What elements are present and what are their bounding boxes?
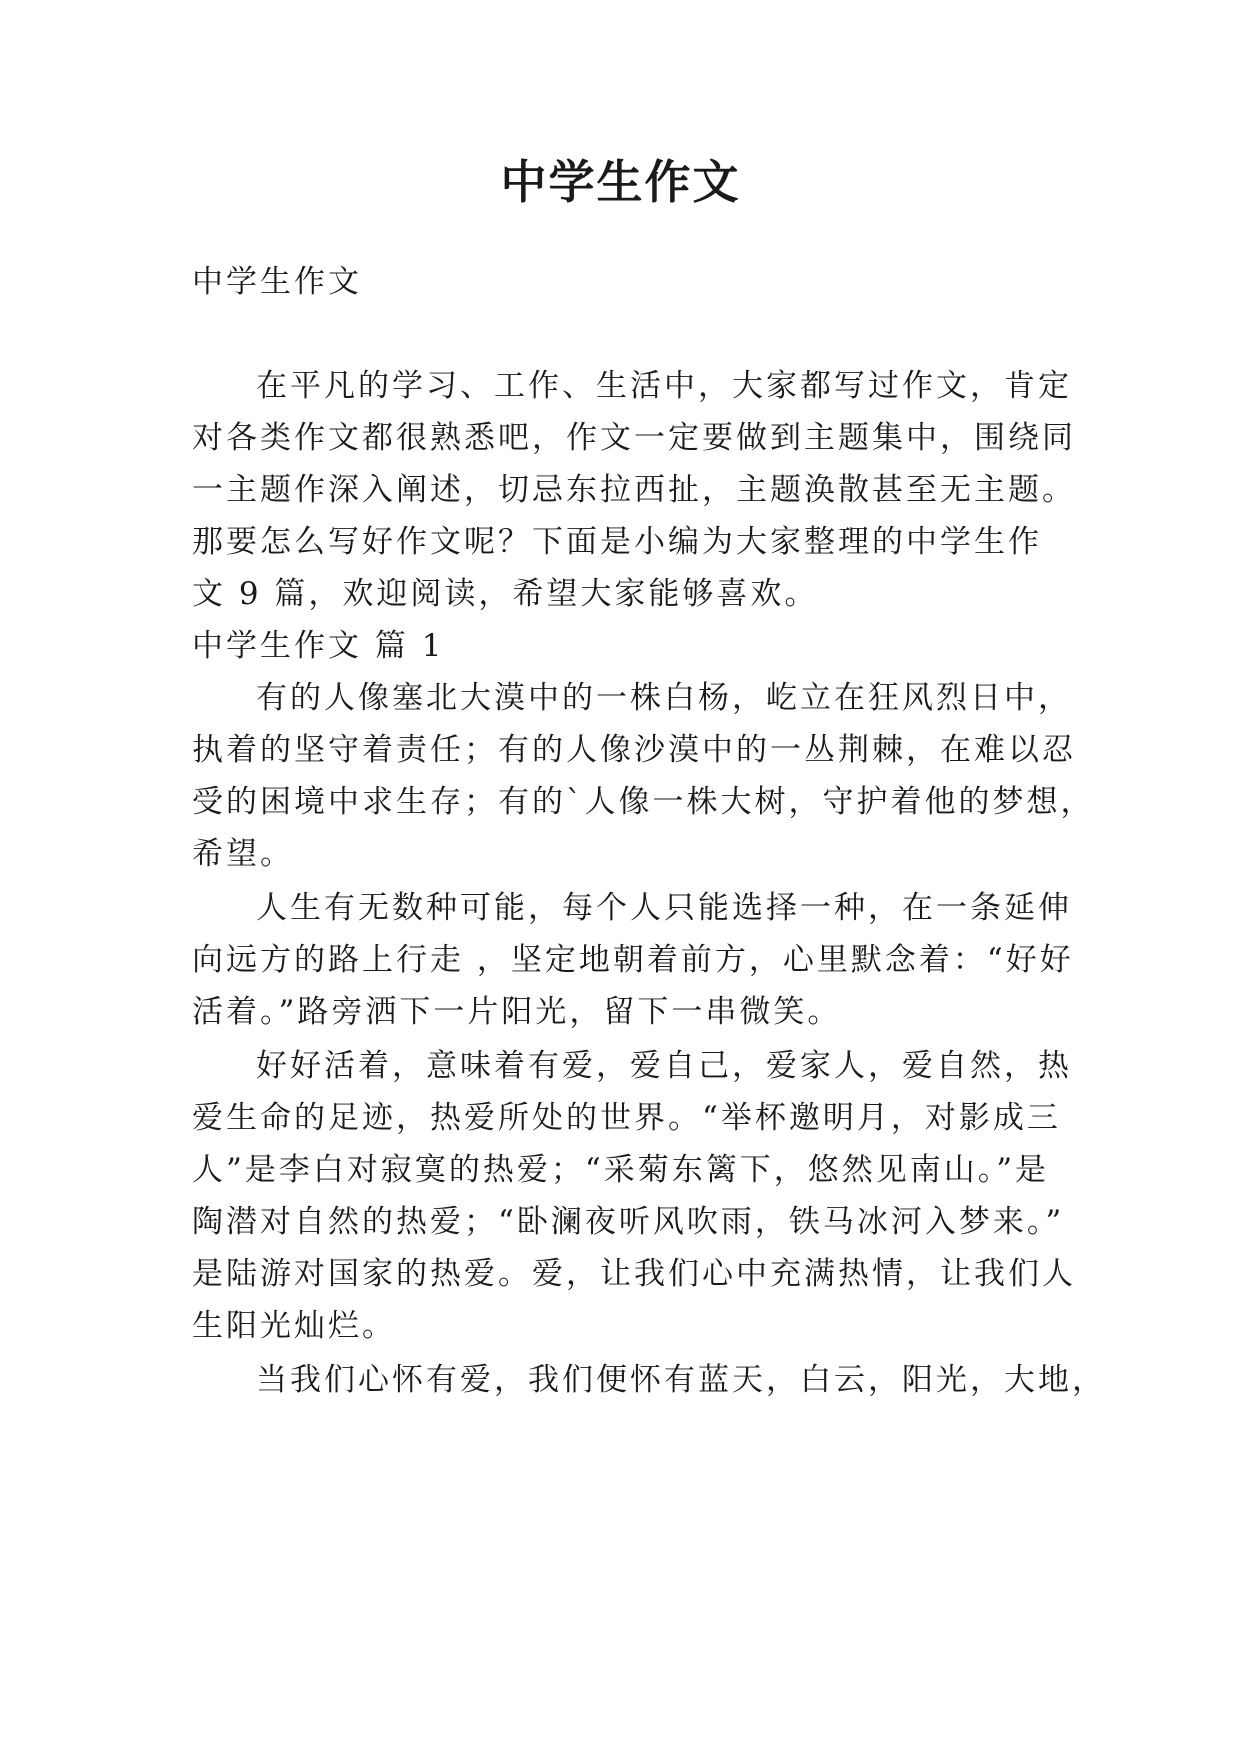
intro-line: 一主题作深入阐述，切忌东拉西扯，主题涣散甚至无主题。 (192, 472, 1076, 508)
paragraph-line: 向远方的路上行走 ，坚定地朝着前方，心里默念着：“好好 (192, 942, 1074, 978)
paragraph-line: 活着。”路旁洒下一片阳光，留下一串微笑。 (192, 994, 842, 1030)
intro-line: 那要怎么写好作文呢？下面是小编为大家整理的中学生作 (192, 524, 1042, 560)
paragraph-line: 执着的坚守着责任；有的人像沙漠中的一丛荆棘，在难以忍 (192, 732, 1076, 768)
paragraph-line: 受的困境中求生存；有的`人像一株大树，守护着他的梦想， (192, 784, 1095, 820)
paragraph-line: 人生有无数种可能，每个人只能选择一种，在一条延伸 (256, 890, 1072, 926)
intro-line: 对各类作文都很熟悉吧，作文一定要做到主题集中，围绕同 (192, 420, 1076, 456)
paragraph-line: 陶潜对自然的热爱；“卧澜夜听风吹雨，铁马冰河入梦来。” (192, 1204, 1065, 1240)
section-heading: 中学生作文 篇 1 (192, 628, 445, 664)
paragraph-line: 爱生命的足迹，热爱所处的世界。“举杯邀明月，对影成三 (192, 1100, 1061, 1136)
paragraph-line: 希望。 (192, 836, 294, 872)
document-subtitle: 中学生作文 (192, 264, 362, 300)
paragraph-line: 当我们心怀有爱，我们便怀有蓝天，白云，阳光，大地， (256, 1362, 1106, 1398)
paragraph-line: 有的人像塞北大漠中的一株白杨，屹立在狂风烈日中， (256, 680, 1072, 716)
paragraph-line: 人”是李白对寂寞的热爱；“采菊东篱下，悠然见南山。”是 (192, 1152, 1050, 1188)
intro-line: 在平凡的学习、工作、生活中，大家都写过作文，肯定 (256, 368, 1072, 404)
paragraph-line: 好好活着，意味着有爱，爱自己，爱家人，爱自然，热 (256, 1048, 1072, 1084)
paragraph-line: 是陆游对国家的热爱。爱，让我们心中充满热情，让我们人 (192, 1256, 1076, 1292)
document-title: 中学生作文 (500, 155, 741, 209)
paragraph-line: 生阳光灿烂。 (192, 1308, 396, 1344)
intro-line: 文 9 篇，欢迎阅读，希望大家能够喜欢。 (192, 576, 819, 612)
